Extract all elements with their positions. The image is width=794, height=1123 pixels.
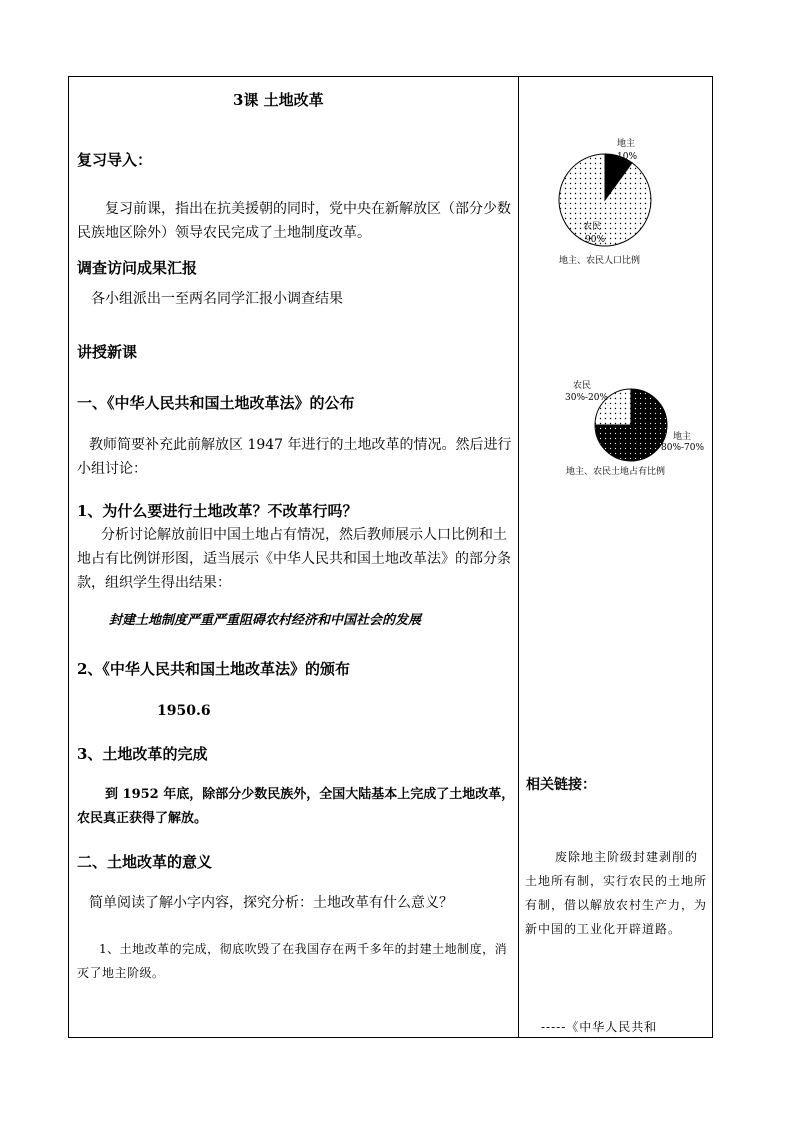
pie2-label-peasant: 农民 xyxy=(573,381,592,391)
quote-source: -----《中华人民共和 xyxy=(541,1020,658,1034)
pie1-label-peasant: 农民 xyxy=(583,222,602,232)
pie1-caption: 地主、农民人口比例 xyxy=(559,256,641,266)
pie2-value-landlord: 80%-70% xyxy=(661,443,705,453)
part1-text: 教师简要补充此前解放区 1947 年进行的土地改革的情况。然后进行小组讨论： xyxy=(77,437,512,477)
pie2-value-peasant: 30%-20% xyxy=(565,393,609,403)
side-column xyxy=(519,77,712,1037)
part1-heading: 一、《中华人民共和国土地改革法》的公布 xyxy=(77,394,355,412)
review-text: 复习前课，指出在抗美援朝的同时，党中央在新解放区（部分少数民族地区除外）领导农民完成了土地制度改革。 xyxy=(77,201,511,241)
pie-chart-population xyxy=(539,132,709,272)
survey-text: 各小组派出一至两名同学汇报小调查结果 xyxy=(91,291,343,307)
survey-heading: 调查访问成果汇报 xyxy=(77,259,198,277)
pie-chart-land xyxy=(539,377,714,487)
q2-heading: 2、《中华人民共和国土地改革法》的颁布 xyxy=(77,660,350,678)
pie1-value-peasant: 90% xyxy=(585,235,606,245)
page-title: 3课 土地改革 xyxy=(233,91,324,109)
main-column xyxy=(69,77,518,1037)
q2-date: 1950.6 xyxy=(157,703,211,719)
q3-text: 到 1952 年底，除部分少数民族外，全国大陆基本上完成了土地改革，农民真正获得了解放。 xyxy=(77,787,515,826)
quote-text: 废除地主阶级封建剥削的土地所有制，实行农民的土地所有制，借以解放农村生产力，为新中国的工业化开辟道路。 xyxy=(525,850,708,936)
pie-slice-1 xyxy=(559,154,651,246)
review-heading: 复习导入： xyxy=(77,151,153,169)
pie2-label-landlord: 地主 xyxy=(673,432,692,442)
pie1-label-landlord: 地主 xyxy=(617,139,636,149)
lecture-heading: 讲授新课 xyxy=(77,343,138,361)
part2-heading: 二、土地改革的意义 xyxy=(77,853,213,871)
pie1-value-landlord: 10% xyxy=(617,152,638,162)
pie1-slices xyxy=(559,154,651,246)
q3-heading: 3、土地改革的完成 xyxy=(77,745,208,763)
conclusion-text: 封建土地制度严重严重阻碍农村经济和中国社会的发展 xyxy=(109,613,422,628)
q1-text: 分析讨论解放前旧中国土地占有情况，然后教师展示人口比例和土地占有比例饼形图，适当展示《中华人民共和国土地改革法》的部分条款，组织学生得出结果： xyxy=(77,527,511,591)
q1-heading: 1、为什么要进行土地改革？不改革行吗？ xyxy=(77,502,358,520)
pie2-caption: 地主、农民土地占有比例 xyxy=(566,467,666,477)
related-heading: 相关链接： xyxy=(526,777,596,793)
part2-point1: 1、土地改革的完成，彻底吹毁了在我国存在两千多年的封建土地制度，消灭了地主阶级。 xyxy=(77,942,508,980)
part2-text: 简单阅读了解小字内容，探究分析：土地改革有什么意义？ xyxy=(89,895,453,911)
